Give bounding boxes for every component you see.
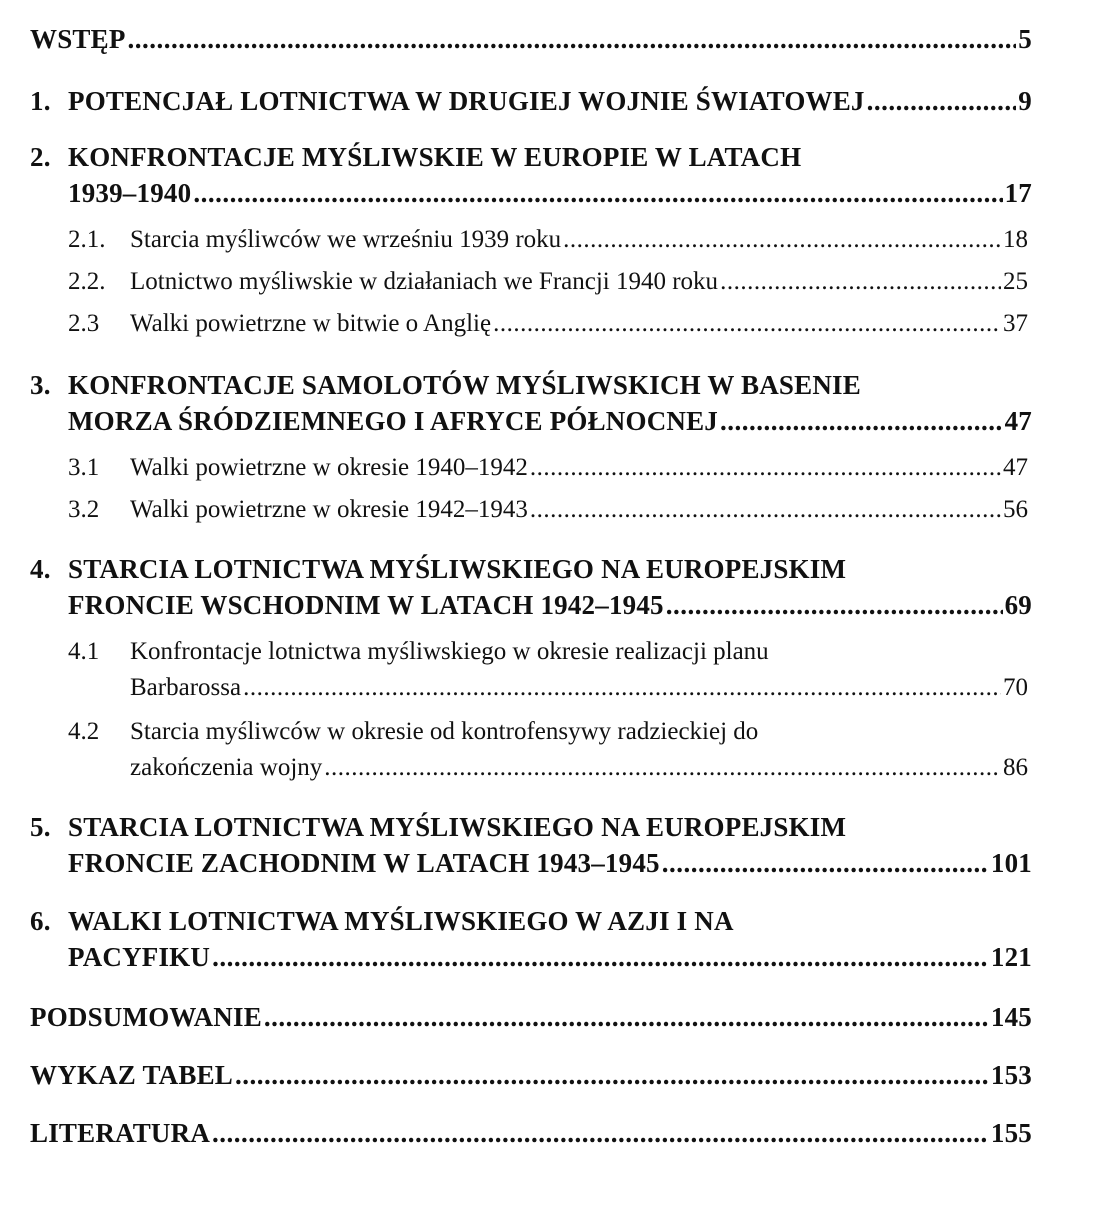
dot-leader xyxy=(212,942,989,973)
toc-entry-title: Walki powietrzne w okresie 1940–1942 xyxy=(130,454,528,481)
toc-entry-podsumowanie[interactable] xyxy=(30,1002,1032,1036)
dot-leader xyxy=(235,1060,989,1091)
toc-entry-page: 101 xyxy=(990,848,1032,878)
section-number: 2.2. xyxy=(68,268,106,295)
toc-entry-title: WSTĘP xyxy=(30,24,126,54)
toc-entry-section-4-1[interactable] xyxy=(130,674,1028,708)
toc-entry-page: 18 xyxy=(1003,226,1028,253)
dot-leader xyxy=(666,590,1003,621)
dot-leader xyxy=(662,848,989,879)
toc-entry-title: Walki powietrzne w okresie 1942–1943 xyxy=(130,496,528,523)
dot-leader xyxy=(530,496,1001,524)
dot-leader xyxy=(563,226,1001,254)
toc-entry-wykaz-tabel[interactable] xyxy=(30,1060,1032,1094)
section-number: 2.1. xyxy=(68,226,106,253)
dot-leader xyxy=(720,406,1003,437)
toc-entry-page: 69 xyxy=(1004,590,1032,620)
toc-entry-title-line1: Starcia myśliwców w okresie od kontrofensywy radzieckiej do xyxy=(130,718,759,745)
dot-leader xyxy=(493,310,1001,338)
toc-entry-title-line2: FRONCIE WSCHODNIM W LATACH 1942–1945 xyxy=(68,590,664,620)
dot-leader xyxy=(212,1118,989,1149)
toc-entry-page: 5 xyxy=(1018,24,1032,54)
toc-entry-title-line1: Konfrontacje lotnictwa myśliwskiego w okresie realizacji planu xyxy=(130,638,769,665)
toc-entry-page: 17 xyxy=(1004,178,1032,208)
toc-entry-title: Walki powietrzne w bitwie o Anglię xyxy=(130,310,492,337)
toc-entry-section-2-2[interactable] xyxy=(130,268,1028,302)
toc-entry-chapter-1[interactable] xyxy=(68,86,1032,120)
toc-entry-title-line1: STARCIA LOTNICTWA MYŚLIWSKIEGO NA EUROPEJSKIM xyxy=(68,812,847,842)
section-number: 4.1 xyxy=(68,638,100,665)
toc-entry-page: 86 xyxy=(1003,754,1028,781)
toc-entry-title-line1: WALKI LOTNICTWA MYŚLIWSKIEGO W AZJI I NA xyxy=(68,906,734,936)
toc-entry-page: 145 xyxy=(990,1002,1032,1032)
toc-entry-title-line2: FRONCIE ZACHODNIM W LATACH 1943–1945 xyxy=(68,848,660,878)
toc-entry-title-line2: MORZA ŚRÓDZIEMNEGO I AFRYCE PÓŁNOCNEJ xyxy=(68,406,719,436)
toc-entry-section-4-2[interactable] xyxy=(130,754,1028,788)
toc-entry-page: 47 xyxy=(1003,454,1028,481)
section-number: 2.3 xyxy=(68,310,100,337)
toc-entry-title-line2: PACYFIKU xyxy=(68,942,211,972)
dot-leader xyxy=(128,24,1017,55)
toc-entry-page: 56 xyxy=(1003,496,1028,523)
dot-leader xyxy=(720,268,1001,296)
toc-entry-title-line1: KONFRONTACJE SAMOLOTÓW MYŚLIWSKICH W BASENIE xyxy=(68,370,861,400)
toc-entry-section-3-1[interactable] xyxy=(130,454,1028,488)
toc-entry-page: 37 xyxy=(1003,310,1028,337)
section-number: 3.1 xyxy=(68,454,100,481)
dot-leader xyxy=(324,754,1001,782)
toc-entry-wstep[interactable] xyxy=(30,24,1032,58)
chapter-number: 6. xyxy=(30,906,51,936)
toc-entry-title-line2: 1939–1940 xyxy=(68,178,192,208)
toc-entry-section-3-2[interactable] xyxy=(130,496,1028,530)
toc-entry-chapter-5[interactable] xyxy=(68,848,1032,882)
toc-entry-section-2-3[interactable] xyxy=(130,310,1028,344)
toc-entry-title: LITERATURA xyxy=(30,1118,211,1148)
toc-entry-title-line1: STARCIA LOTNICTWA MYŚLIWSKIEGO NA EUROPEJSKIM xyxy=(68,554,847,584)
toc-entry-title-line2: Barbarossa xyxy=(130,674,242,701)
toc-entry-title: Lotnictwo myśliwskie w działaniach we Francji 1940 roku xyxy=(130,268,719,295)
toc-entry-page: 121 xyxy=(990,942,1032,972)
toc-entry-chapter-6[interactable] xyxy=(68,942,1032,976)
dot-leader xyxy=(867,86,1017,117)
toc-entry-page: 25 xyxy=(1003,268,1028,295)
dot-leader xyxy=(264,1002,989,1033)
dot-leader xyxy=(530,454,1001,482)
toc-entry-chapter-2[interactable] xyxy=(68,178,1032,212)
toc-entry-section-2-1[interactable] xyxy=(130,226,1028,260)
toc-entry-page: 155 xyxy=(990,1118,1032,1148)
chapter-number: 1. xyxy=(30,86,51,116)
toc-entry-chapter-4[interactable] xyxy=(68,590,1032,624)
section-number: 3.2 xyxy=(68,496,100,523)
toc-entry-title: POTENCJAŁ LOTNICTWA W DRUGIEJ WOJNIE ŚWIATOWEJ xyxy=(68,86,865,116)
dot-leader xyxy=(193,178,1002,209)
chapter-number: 3. xyxy=(30,370,51,400)
chapter-number: 4. xyxy=(30,554,51,584)
chapter-number: 2. xyxy=(30,142,51,172)
toc-entry-title: PODSUMOWANIE xyxy=(30,1002,262,1032)
toc-entry-title-line1: KONFRONTACJE MYŚLIWSKIE W EUROPIE W LATACH xyxy=(68,142,802,172)
toc-entry-page: 153 xyxy=(990,1060,1032,1090)
section-number: 4.2 xyxy=(68,718,100,745)
toc-entry-page: 70 xyxy=(1003,674,1028,701)
toc-entry-chapter-3[interactable] xyxy=(68,406,1032,440)
chapter-number: 5. xyxy=(30,812,51,842)
toc-entry-title-line2: zakończenia wojny xyxy=(130,754,323,781)
dot-leader xyxy=(243,674,1001,702)
toc-entry-title: WYKAZ TABEL xyxy=(30,1060,233,1090)
toc-entry-page: 47 xyxy=(1004,406,1032,436)
toc-entry-title: Starcia myśliwców we wrześniu 1939 roku xyxy=(130,226,562,253)
toc-entry-literatura[interactable] xyxy=(30,1118,1032,1152)
toc-entry-page: 9 xyxy=(1018,86,1032,116)
